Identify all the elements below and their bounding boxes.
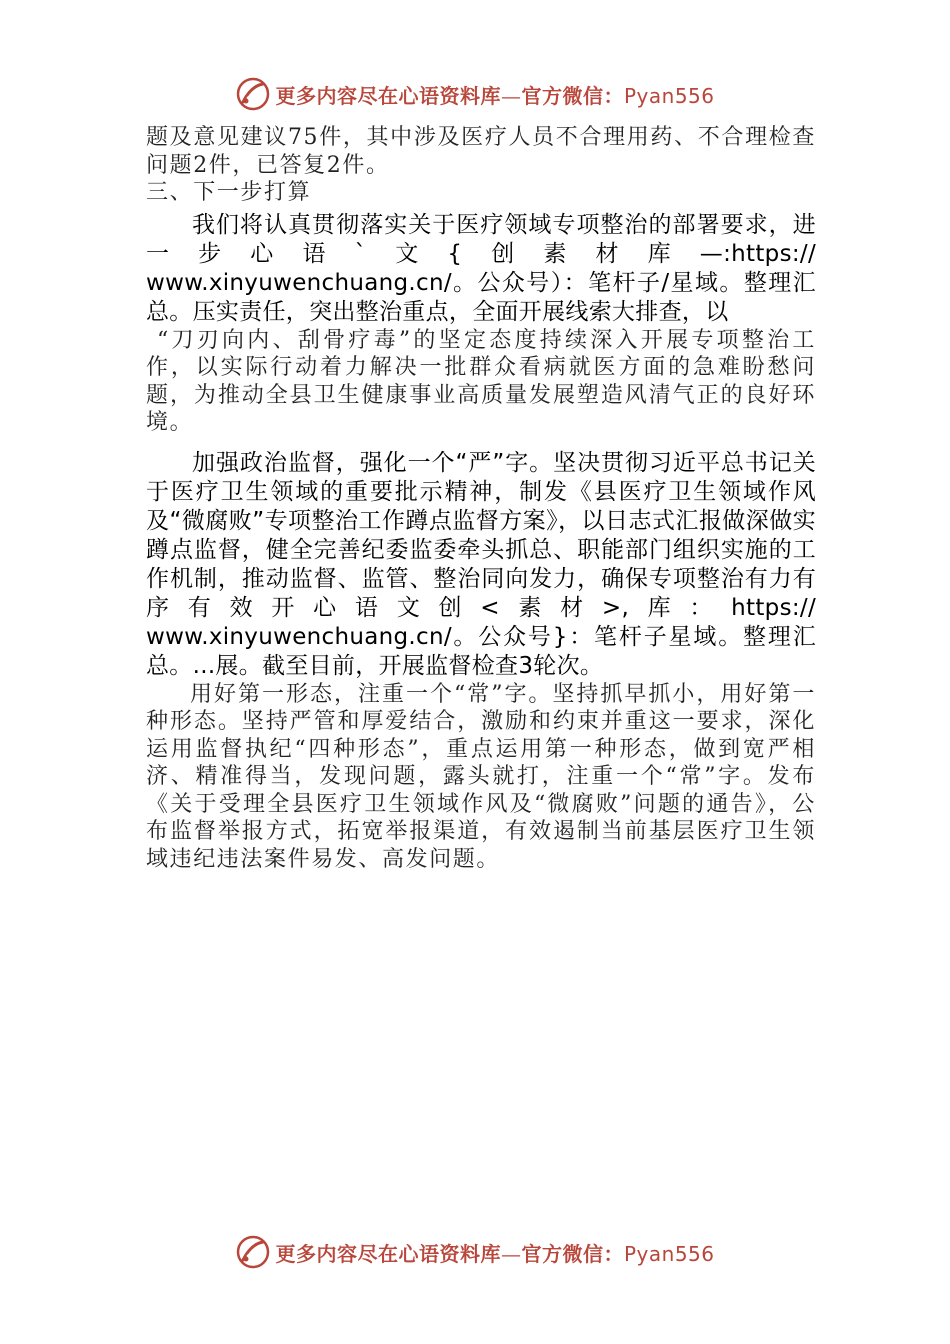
paragraph-first-form: 用好第一形态，注重一个“常”字。坚持抓早抓小，用好第一种形态。坚持严管和厚爱结合，激励和约束并重这一要求，深化运用监督执纪“四种形态”，重点运用第一种形态，做到宽严相济、精准得当，发现问题，露头就打，注重一个“常”字。发布《关于受理全县医疗卫生领域作风及“微腐败”问题的通告》，公布监督举报方式，拓宽举报渠道，有效遏制当前基层医疗卫生领域违纪违法案件易发、高发问题。 bbox=[146, 681, 816, 872]
banner-main: 更多内容尽在心语资料库 bbox=[275, 83, 501, 108]
paragraph-continued: 题及意见建议75件，其中涉及医疗人员不合理用药、不合理检查问题2件，已答复2件。 bbox=[146, 125, 816, 178]
banner-contact-label: 官方微信： bbox=[521, 1241, 624, 1266]
footer-watermark bbox=[0, 1232, 950, 1272]
banner-contact-id: Pyan556 bbox=[623, 83, 715, 108]
banner-contact-label: 官方微信： bbox=[521, 83, 624, 108]
banner-sep: — bbox=[500, 83, 522, 108]
banner-main: 更多内容尽在心语资料库 bbox=[275, 1241, 501, 1266]
banner-contact-id: Pyan556 bbox=[623, 1241, 715, 1266]
section-heading: 三、下一步打算 bbox=[146, 180, 312, 205]
brush-logo-icon bbox=[235, 76, 271, 112]
paragraph-plan-bold-b: www.xinyuwenchuang.cn/。公众号）：笔杆子/星域。整理汇总。压实责任，突出整治重点，全面开展线索大排查，以 bbox=[146, 269, 816, 325]
header-watermark bbox=[0, 74, 950, 114]
banner-text bbox=[275, 1238, 714, 1267]
paragraph-plan-bold-a: 我们将认真贯彻落实关于医疗领域专项整治的部署要求，进一步心语`文{创素材库—:https:// bbox=[146, 211, 816, 267]
paragraph-political-supervision-b: www.xinyuwenchuang.cn/。公众号}：笔杆子星域。整理汇总。...展。截至目前，开展监督检查3轮次。 bbox=[146, 623, 816, 679]
paragraph-plan-light: “刀刃向内、刮骨疗毒”的坚定态度持续深入开展专项整治工作，以实际行动着力解决一批群众看病就医方面的急难盼愁问题，为推动全县卫生健康事业高质量发展塑造风清气正的良好环境。 bbox=[146, 327, 816, 435]
paragraph-political-supervision-a: 加强政治监督，强化一个“严”字。坚决贯彻习近平总书记关于医疗卫生领域的重要批示精神，制发《县医疗卫生领域作风及“微腐败”专项整治工作蹲点监督方案》，以日志式汇报做深做实蹲点监督，健全完善纪委监委牵头抓总、职能部门组织实施的工作机制，推动监督、监管、整治同向发力，确保专项整治有力有序有效开心语文创<素材>,库：https:// bbox=[146, 449, 816, 621]
brush-logo-icon bbox=[235, 1234, 271, 1270]
banner-sep: — bbox=[500, 1241, 522, 1266]
document-body bbox=[146, 124, 816, 873]
banner-text bbox=[275, 80, 714, 109]
